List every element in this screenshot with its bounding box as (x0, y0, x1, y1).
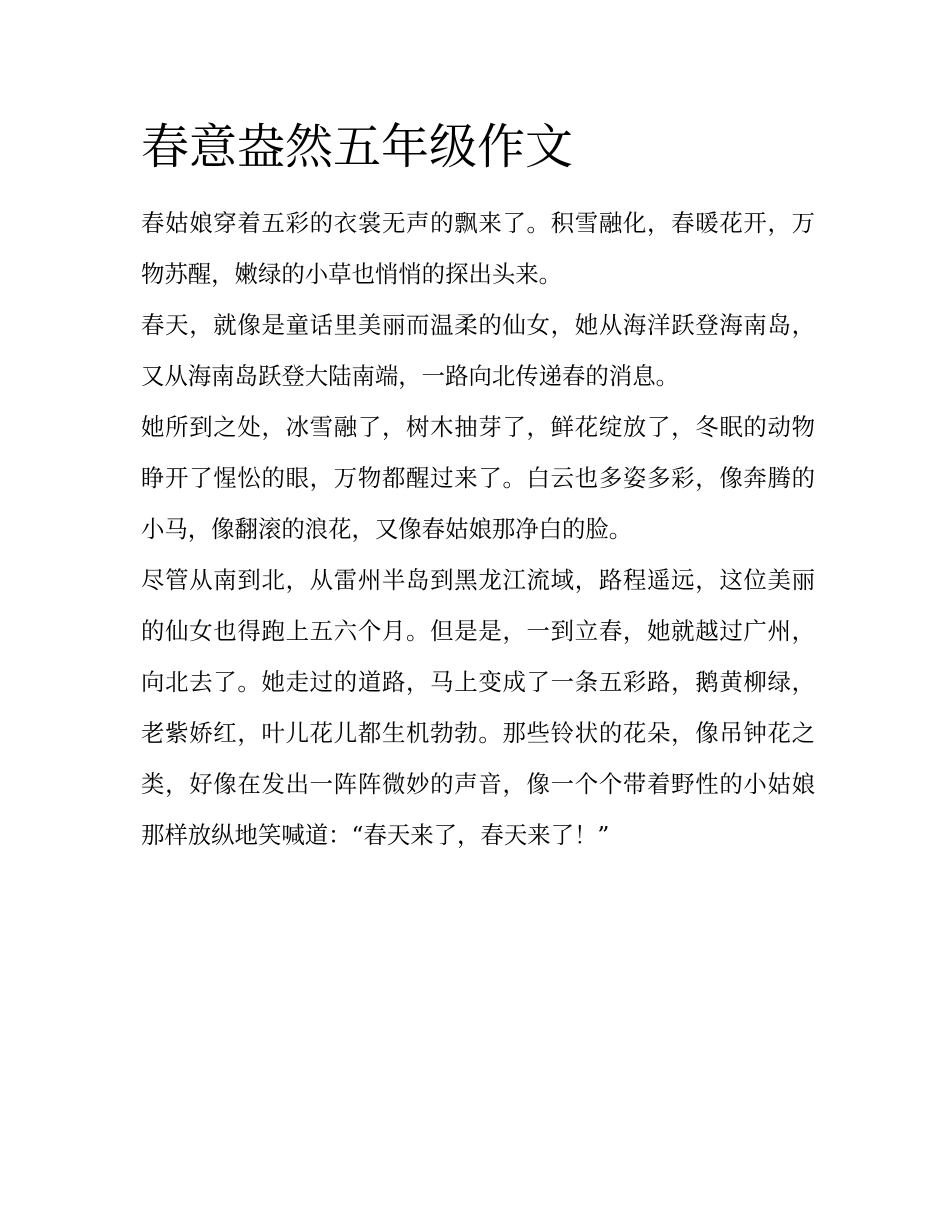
document-page (141, 112, 815, 861)
paragraph-1: 春姑娘穿着五彩的衣裳无声的飘来了。积雪融化，春暖花开，万物苏醒，嫩绿的小草也悄悄的探出头来。 (141, 209, 815, 288)
paragraph-3: 她所到之处，冰雪融了，树木抽芽了，鲜花绽放了，冬眠的动物睁开了惺忪的眼，万物都醒过来了。白云也多姿多彩，像奔腾的小马，像翻滚的浪花，又像春姑娘那净白的脸。 (141, 413, 815, 543)
paragraph-4: 尽管从南到北，从雷州半岛到黑龙江流域，路程遥远，这位美丽的仙女也得跑上五六个月。但是是，一到立春，她就越过广州，向北去了。她走过的道路，马上变成了一条五彩路，鹅黄柳绿，老紫娇红，叶儿花儿都生机勃勃。那些铃状的花朵，像吊钟花之类，好像在发出一阵阵微妙的声音，像一个个带着野性的小姑娘那样放纵地笑喊道：“春天来了，春天来了！” (141, 566, 815, 849)
paragraph-2: 春天，就像是童话里美丽而温柔的仙女，她从海洋跃登海南岛，又从海南岛跃登大陆南端，一路向北传递春的消息。 (141, 311, 815, 390)
document-body (141, 198, 815, 861)
document-title: 春意盎然五年级作文 (141, 119, 574, 175)
